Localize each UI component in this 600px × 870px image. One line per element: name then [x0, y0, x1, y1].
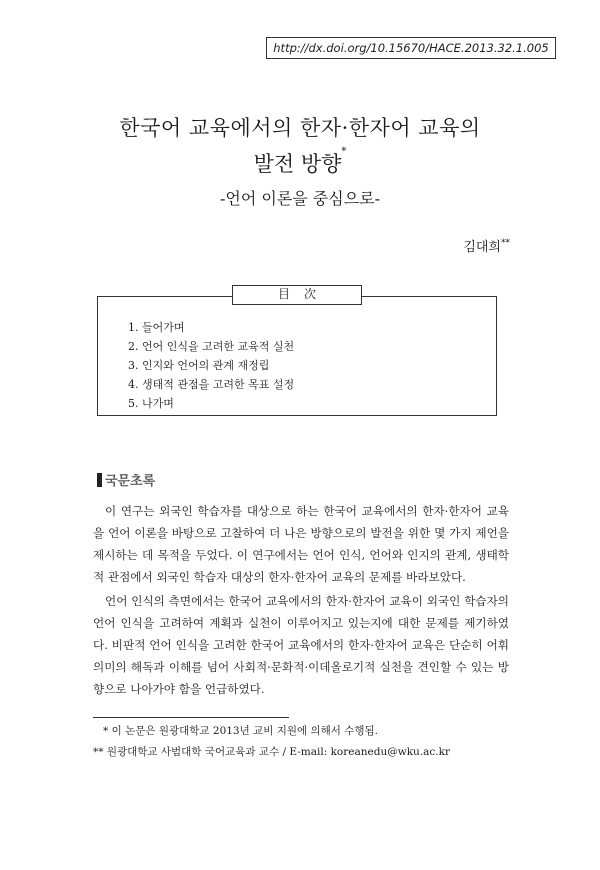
toc-item: 1. 들어가며 — [128, 321, 185, 334]
abstract-heading-text: 국문초록 — [105, 474, 156, 489]
toc-item: 3. 인지와 언어의 관계 재정립 — [128, 359, 270, 372]
paper-title-line2-text: 발전 방향 — [253, 152, 342, 176]
abstract-paragraph-1: 이 연구는 외국인 학습자를 대상으로 하는 한국어 교육에서의 한자·한자어 교육을 언어 이론을 바탕으로 고찰하여 더 나은 방향으로의 발전을 위한 몇 가지 제언을 제시하는 데 목적을 두었다. 이 연구에서는 언어 인식, 언어와 인지의 관계, 생태학적 관점에서 외국인 학습자 대상의 한자·한자어 교육의 문제를 바라보았다. — [93, 504, 509, 584]
abstract-body — [93, 500, 509, 700]
abstract-paragraph-2: 언어 인식의 측면에서는 한국어 교육에서의 한자·한자어 교육이 외국인 학습자의 언어 인식을 고려하여 계획과 실천이 이루어지고 있는지에 대한 문제를 제기하였다. 비판적 언어 인식을 고려한 한국어 교육에서의 한자·한자어 교육은 단순히 어휘 의미의 해독과 이해를 넘어 사회적·문화적·이데올로기적 실천을 견인할 수 있는 방향으로 나아가야 함을 언급하였다. — [93, 594, 509, 696]
paper-title-line1: 한국어 교육에서의 한자·한자어 교육의 — [119, 116, 481, 140]
paper-subtitle: -언어 이론을 중심으로- — [219, 189, 381, 208]
toc-item: 4. 생태적 관점을 고려한 목표 설정 — [128, 378, 295, 391]
toc-list — [128, 318, 294, 413]
abstract-heading — [97, 470, 155, 489]
footnote-2: ** 원광대학교 사범대학 국어교육과 교수 / E-mail: koreanedu@wku.ac.kr — [93, 746, 451, 758]
toc-item: 5. 나가며 — [128, 397, 174, 410]
doi-link[interactable]: http://dx.doi.org/10.15670/HACE.2013.32.1.005 — [266, 37, 556, 59]
heading-bar-icon — [97, 473, 102, 487]
footnote-1: * 이 논문은 원광대학교 2013년 교비 지원에 의해서 수행됨. — [103, 725, 379, 737]
footnote-divider — [93, 717, 289, 718]
title-footnote-mark: * — [341, 146, 347, 157]
author — [463, 236, 510, 255]
toc-title: 目次 — [232, 285, 362, 305]
author-footnote-mark: ** — [501, 238, 510, 249]
toc-item: 2. 언어 인식을 고려한 교육적 실천 — [128, 340, 295, 353]
paper-title-line2 — [0, 148, 600, 178]
author-name: 김대희 — [463, 240, 501, 255]
